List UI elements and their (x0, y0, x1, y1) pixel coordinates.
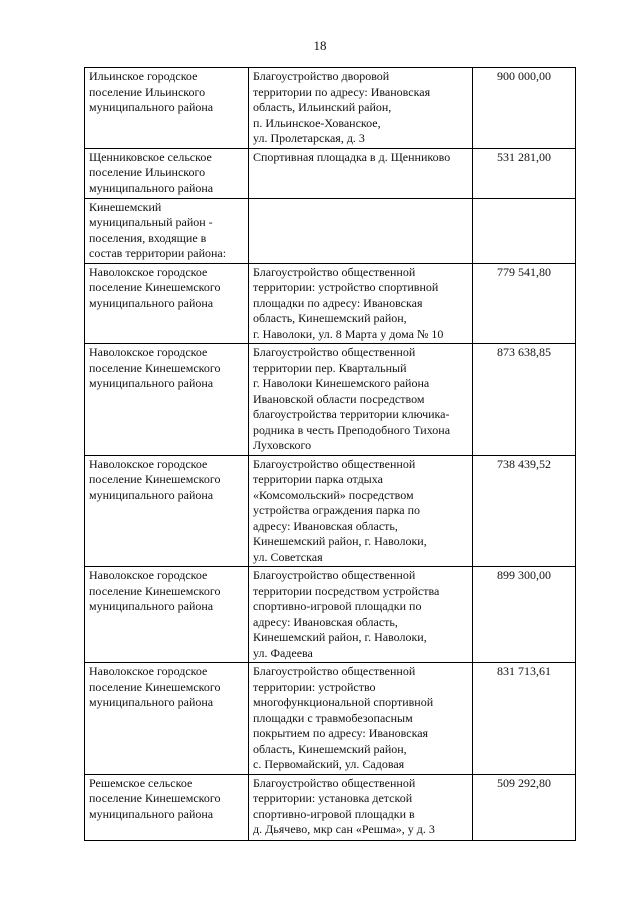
project-cell-line: территории посредством устройства (253, 583, 440, 598)
municipality-cell-line: Щенниковское сельское (89, 149, 212, 164)
project-cell-line: устройства ограждения парка по (253, 503, 421, 517)
project-cell-line: территории по адресу: Ивановская (253, 84, 431, 99)
project-cell (249, 455, 473, 567)
page-number: 18 (313, 38, 327, 53)
municipality-cell-line: поселение Ильинского (89, 165, 206, 179)
municipality-cell-line: муниципальный район - (89, 215, 213, 229)
municipality-cell-line: поселение Кинешемского (89, 280, 221, 294)
municipality-cell-line: муниципального района (89, 599, 214, 613)
municipality-cell-line: Наволокское городское (89, 664, 208, 678)
municipality-cell-line: состав территории района: (89, 246, 227, 260)
project-cell-line: Кинешемский район, г. Наволоки, (253, 534, 427, 548)
amount-cell: 779 541,80 (473, 263, 576, 344)
project-cell-line: Луховского (253, 438, 312, 452)
project-cell-line: благоустройства территории ключика- (253, 407, 450, 421)
project-cell-line: территории пер. Квартальный (253, 360, 407, 375)
amount-cell: 873 638,85 (473, 344, 576, 456)
municipality-cell-line: Наволокское городское (89, 264, 208, 279)
table-row (85, 774, 576, 840)
project-cell-line: область, Кинешемский район, (253, 741, 407, 756)
project-cell-line: ул. Советская (253, 549, 323, 564)
project-cell-line: Спортивная площадка в д. Щенниково (253, 149, 451, 164)
municipality-cell (85, 148, 249, 198)
municipality-cell (85, 663, 249, 775)
municipality-cell-line: поселение Кинешемского (89, 472, 221, 486)
municipality-cell (85, 455, 249, 567)
municipality-cell-line: поселение Кинешемского (89, 679, 221, 694)
amount-cell (473, 198, 576, 263)
municipality-cell-line: Ильинское городское (89, 69, 198, 83)
project-cell (249, 263, 473, 344)
project-cell-line: спортивно-игровой площадки в (253, 806, 415, 821)
project-cell-line: родника в честь Преподобного Тихона (253, 422, 451, 437)
project-cell-line: Благоустройство общественной (253, 264, 416, 279)
project-cell (249, 148, 473, 198)
amount-cell: 899 300,00 (473, 567, 576, 663)
project-cell-line: Благоустройство дворовой (253, 69, 390, 83)
amount-cell: 900 000,00 (473, 68, 576, 149)
amount-cell: 509 292,80 (473, 774, 576, 840)
project-cell-line: территории: устройство спортивной (253, 280, 439, 294)
amount-cell: 831 713,61 (473, 663, 576, 775)
project-cell-line: спортивно-игровой площадки по (253, 599, 422, 613)
table-row (85, 663, 576, 775)
table-row (85, 68, 576, 149)
municipality-cell (85, 344, 249, 456)
municipality-cell-line: муниципального района (89, 487, 214, 502)
project-cell-line: Благоустройство общественной (253, 775, 416, 790)
project-cell (249, 567, 473, 663)
amount-cell: 531 281,00 (473, 148, 576, 198)
table-row (85, 567, 576, 663)
project-cell-line: «Комсомольский» посредством (253, 487, 414, 502)
municipality-cell (85, 68, 249, 149)
project-cell-line: Благоустройство общественной (253, 456, 416, 471)
municipality-cell-line: муниципального района (89, 806, 214, 821)
municipality-cell-line: Наволокское городское (89, 456, 208, 471)
project-cell-line: Ивановской области посредством (253, 391, 425, 406)
municipality-cell (85, 774, 249, 840)
municipality-cell (85, 198, 249, 263)
project-cell-line: Кинешемский район, г. Наволоки, (253, 630, 427, 644)
table-row (85, 198, 576, 263)
municipality-cell-line: Кинешемский (89, 199, 162, 214)
municipality-cell-line: Решемское сельское (89, 775, 193, 790)
project-cell-line: многофункциональной спортивной (253, 695, 434, 709)
municipality-cell-line: муниципального района (89, 376, 214, 390)
project-cell-line: г. Наволоки Кинешемского района (253, 376, 430, 390)
project-cell-line: площадки с травмобезопасным (253, 710, 413, 725)
project-cell-line: адресу: Ивановская область, (253, 614, 398, 629)
project-cell-line: Благоустройство общественной (253, 568, 416, 582)
municipality-cell-line: поселение Кинешемского (89, 791, 221, 805)
project-cell-line: область, Ильинский район, (253, 100, 392, 114)
project-cell-line: адресу: Ивановская область, (253, 518, 398, 533)
project-cell (249, 774, 473, 840)
municipality-cell-line: муниципального района (89, 295, 214, 310)
project-cell-line: область, Кинешемский район, (253, 311, 407, 325)
project-cell (249, 344, 473, 456)
project-cell-line: ул. Пролетарская, д. 3 (253, 131, 365, 145)
project-cell (249, 198, 473, 263)
project-cell (249, 68, 473, 149)
municipality-cell (85, 567, 249, 663)
municipality-cell-line: поселения, входящие в (89, 230, 207, 245)
municipality-cell-line: Наволокское городское (89, 345, 208, 359)
municipality-cell-line: муниципального района (89, 695, 214, 709)
allocation-table (84, 67, 576, 841)
municipality-cell (85, 263, 249, 344)
municipality-cell-line: поселение Ильинского (89, 84, 206, 99)
project-cell-line: г. Наволоки, ул. 8 Марта у дома № 10 (253, 326, 444, 341)
table-row (85, 263, 576, 344)
amount-cell: 738 439,52 (473, 455, 576, 567)
project-cell-line: д. Дьячево, мкр сан «Решма», у д. 3 (253, 822, 435, 836)
project-cell-line: территории: устройство (253, 679, 376, 694)
table-row (85, 455, 576, 567)
municipality-cell-line: Наволокское городское (89, 568, 208, 582)
project-cell-line: покрытием по адресу: Ивановская (253, 726, 429, 740)
project-cell-line: с. Первомайский, ул. Садовая (253, 757, 405, 771)
municipality-cell-line: поселение Кинешемского (89, 583, 221, 598)
table-row (85, 344, 576, 456)
project-cell-line: площадки по адресу: Ивановская (253, 295, 423, 310)
table-body (85, 68, 576, 841)
project-cell-line: ул. Фадеева (253, 645, 313, 660)
project-cell (249, 663, 473, 775)
municipality-cell-line: муниципального района (89, 100, 214, 114)
project-cell-line: Благоустройство общественной (253, 345, 416, 359)
municipality-cell-line: поселение Кинешемского (89, 360, 221, 375)
project-cell-line: п. Ильинское-Хованское, (253, 115, 381, 130)
project-cell-line: территории: установка детской (253, 791, 413, 805)
project-cell-line: территории парка отдыха (253, 472, 383, 486)
municipality-cell-line: муниципального района (89, 180, 214, 195)
project-cell-line: Благоустройство общественной (253, 664, 416, 678)
table-row (85, 148, 576, 198)
